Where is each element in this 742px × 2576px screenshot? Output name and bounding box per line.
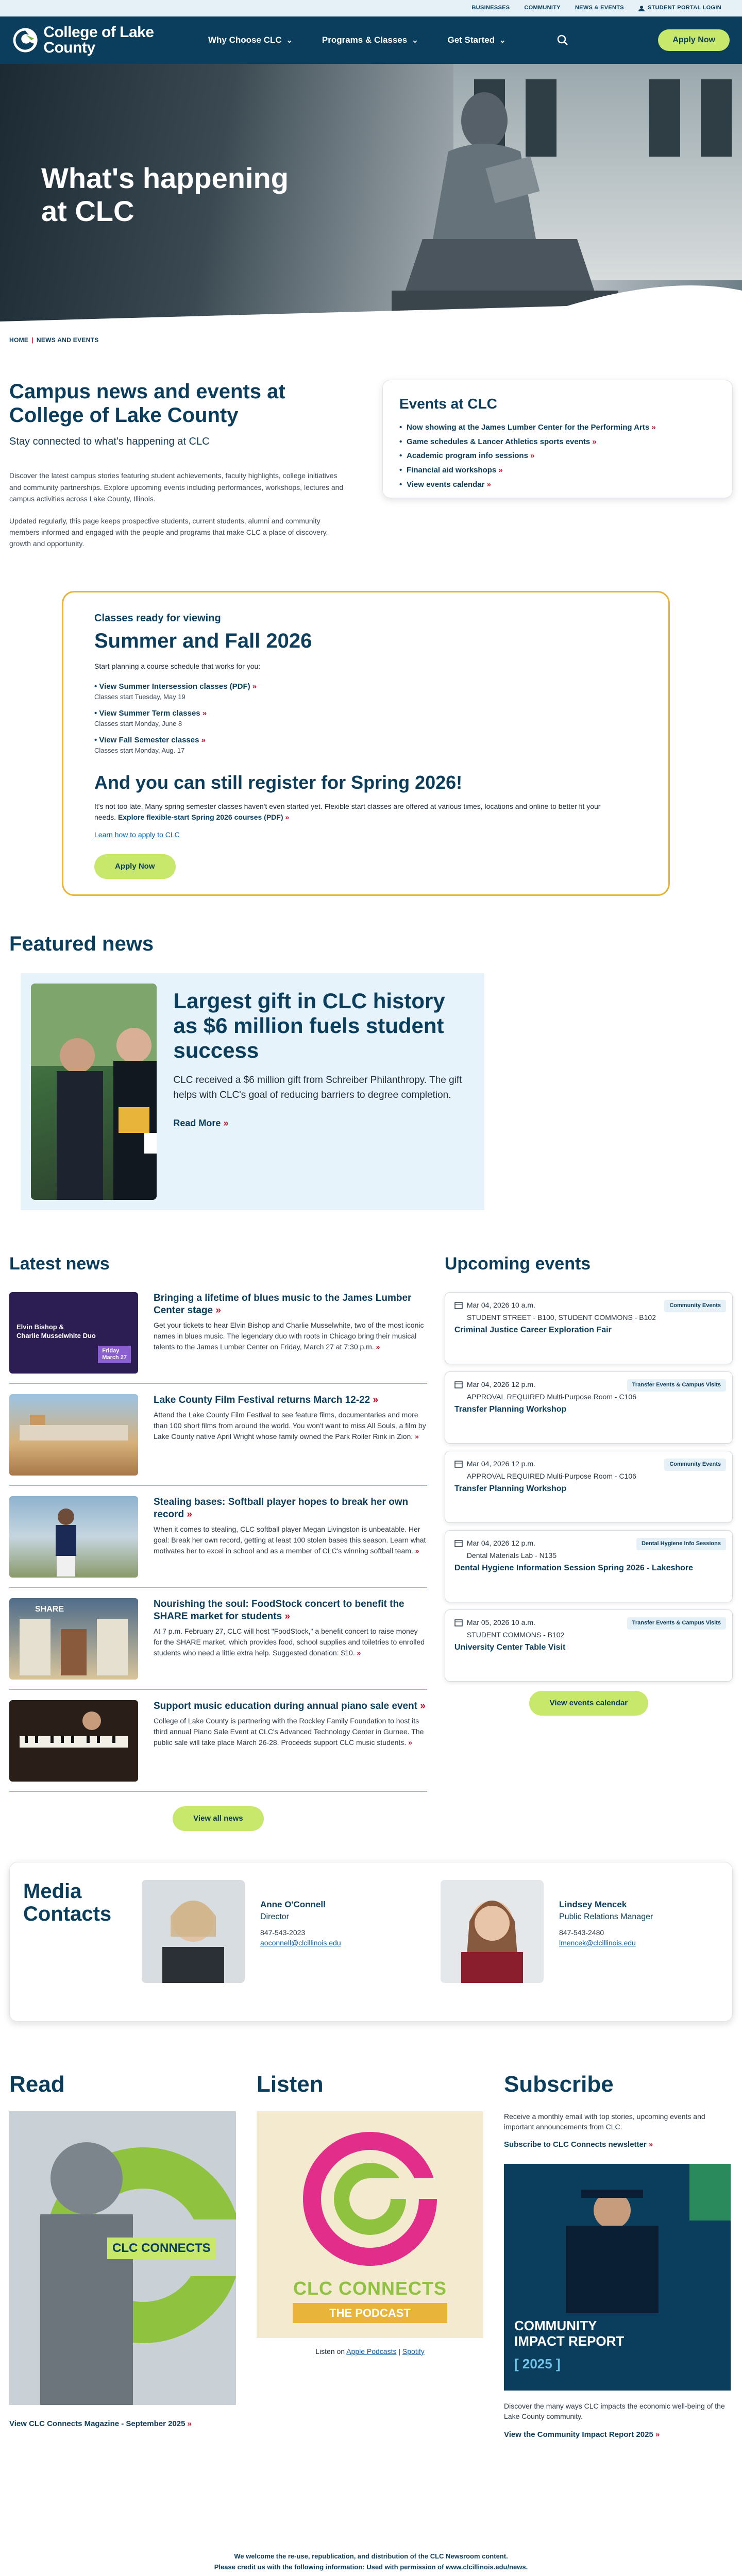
- impact-report-link[interactable]: [504, 2429, 731, 2441]
- film-festival-photo: [9, 1394, 138, 1476]
- featured-news-card: [21, 973, 484, 1210]
- newsletter-link[interactable]: [504, 2139, 731, 2150]
- magazine-link[interactable]: [9, 2418, 236, 2430]
- nav-label: Get Started: [447, 35, 495, 45]
- news-title-text: Bringing a lifetime of blues music to the James Lumber Center stage: [154, 1293, 412, 1316]
- newsletter-link-label: Subscribe to CLC Connects newsletter: [504, 2140, 647, 2149]
- featured-news-image[interactable]: [31, 984, 157, 1200]
- event-card: [445, 1609, 733, 1682]
- utility-link-community[interactable]: COMMUNITY: [524, 5, 561, 11]
- chevron-right-icon: »: [202, 709, 207, 718]
- featured-news-heading: Featured news: [9, 932, 154, 955]
- chevron-right-icon: »: [408, 1738, 412, 1747]
- news-title[interactable]: [154, 1700, 427, 1713]
- event-date: Mar 04, 2026 10 a.m.: [466, 1301, 535, 1310]
- class-term-note: Classes start Monday, June 8: [94, 720, 182, 728]
- chevron-right-icon: »: [223, 1117, 229, 1128]
- thumb-text: SHARE: [35, 1605, 64, 1614]
- impact-report-body: Discover the many ways CLC impacts the economic well-being of the Lake County community.: [504, 2401, 725, 2421]
- listen-heading: Listen: [257, 2071, 324, 2097]
- class-term-row: [94, 734, 639, 756]
- student-portal-link[interactable]: [638, 4, 721, 12]
- events-link[interactable]: [399, 479, 716, 490]
- class-term-row: [94, 707, 639, 729]
- clc-logo[interactable]: [12, 25, 188, 56]
- chevron-right-icon: »: [201, 736, 206, 745]
- events-link-label: View events calendar: [407, 480, 485, 489]
- contact-role: Public Relations Manager: [559, 1912, 653, 1922]
- upcoming-events-heading: Upcoming events: [444, 1253, 591, 1274]
- intro-section: [0, 359, 742, 560]
- class-term-link[interactable]: • View Summer Term classes »: [94, 709, 207, 718]
- chevron-right-icon: »: [530, 451, 535, 461]
- latest-news-heading: Latest news: [9, 1253, 110, 1274]
- news-summary: [154, 1626, 427, 1658]
- chevron-right-icon: »: [655, 2430, 660, 2439]
- spring-title: And you can still register for Spring 2026!: [94, 772, 463, 793]
- clc-logo-icon: [12, 25, 38, 55]
- event-card: [445, 1530, 733, 1602]
- class-term-row: [94, 681, 639, 702]
- reuse-disclaimer: [0, 2551, 742, 2573]
- piano-photo: [9, 1700, 138, 1782]
- spring-note: [94, 801, 620, 822]
- news-item: [9, 1598, 427, 1690]
- media-contacts-title: Media Contacts: [23, 1879, 112, 1925]
- utility-bar: [0, 0, 742, 16]
- contact-photo: [142, 1880, 245, 1983]
- media-contact: [441, 1880, 719, 2004]
- class-term-label: View Summer Term classes: [99, 709, 200, 718]
- class-term-note: Classes start Monday, Aug. 17: [94, 747, 185, 755]
- search-button[interactable]: [552, 30, 573, 50]
- news-thumbnail[interactable]: [9, 1292, 138, 1374]
- news-title-text: Nourishing the soul: FoodStock concert to benefit the SHARE market for students: [154, 1599, 404, 1622]
- nav-programs[interactable]: [322, 34, 419, 47]
- thumb-text: March 27: [102, 1354, 127, 1361]
- person-photo: [142, 1880, 245, 1983]
- news-title-text: Lake County Film Festival returns March 12-22: [154, 1395, 370, 1406]
- media-contact: [142, 1880, 420, 2004]
- latest-news: [9, 1251, 427, 1831]
- news-events-section: [0, 1251, 742, 1831]
- chevron-right-icon: »: [420, 1701, 426, 1712]
- nav-menu: [208, 34, 506, 47]
- events-link[interactable]: [399, 422, 716, 433]
- listen-on-label: Listen on: [315, 2347, 345, 2355]
- contact-role: Director: [260, 1912, 290, 1922]
- podcast-cover[interactable]: [257, 2111, 483, 2338]
- nav-why-choose[interactable]: [208, 34, 293, 47]
- chevron-right-icon: »: [187, 2419, 192, 2428]
- media-contacts-card: [9, 1862, 733, 2022]
- impact-report-year: [ 2025 ]: [514, 2355, 561, 2371]
- magazine-title: CLC CONNECTS: [107, 2238, 216, 2260]
- view-events-calendar-button[interactable]: View events calendar: [529, 1691, 648, 1716]
- search-icon: [557, 35, 568, 46]
- chevron-right-icon: »: [373, 1395, 379, 1406]
- class-term-label: View Summer Intersession classes (PDF): [99, 682, 250, 691]
- event-location: Dental Materials Lab - N135: [466, 1551, 557, 1560]
- disclaimer-line: We welcome the re-use, republication, and distribution of the CLC Newsroom content.: [234, 2552, 508, 2561]
- class-term-note: Classes start Tuesday, May 19: [94, 693, 185, 701]
- calendar-icon: [454, 1618, 463, 1626]
- breadcrumb-current: NEWS AND EVENTS: [36, 336, 99, 344]
- read-more-label: Read More: [173, 1117, 221, 1128]
- events-card-title: Events at CLC: [399, 396, 497, 412]
- event-date: Mar 04, 2026 12 p.m.: [466, 1380, 535, 1389]
- event-title[interactable]: Transfer Planning Workshop: [454, 1484, 567, 1493]
- news-title-text: Support music education during annual piano sale event: [154, 1701, 418, 1712]
- listen-column: [257, 2068, 483, 2453]
- chevron-down-icon: ⌄: [285, 35, 293, 45]
- softball-photo: [9, 1496, 138, 1578]
- chevron-right-icon: »: [252, 682, 257, 691]
- news-title[interactable]: [154, 1292, 427, 1317]
- read-more-link[interactable]: [173, 1118, 228, 1128]
- event-card: [445, 1371, 733, 1444]
- event-category-tag: Community Events: [664, 1300, 726, 1312]
- chevron-right-icon: »: [415, 1546, 419, 1555]
- view-all-news-button[interactable]: View all news: [173, 1806, 263, 1831]
- apple-podcasts-link[interactable]: Apple Podcasts: [346, 2347, 397, 2355]
- news-thumbnail[interactable]: [9, 1394, 138, 1476]
- chevron-right-icon: »: [592, 437, 597, 446]
- news-item: [9, 1394, 427, 1486]
- logo-text: College of Lake County: [43, 24, 154, 56]
- event-card: [445, 1292, 733, 1364]
- chevron-right-icon: »: [651, 422, 656, 432]
- hero-title: What's happening at CLC: [41, 162, 289, 228]
- contact-phone[interactable]: 847-543-2023: [260, 1928, 306, 1937]
- hero-curve: [0, 275, 742, 321]
- classes-apply-button[interactable]: Apply Now: [94, 854, 176, 879]
- page-title: Campus news and events at College of Lake County: [9, 380, 285, 427]
- events-link[interactable]: [399, 436, 716, 448]
- chevron-right-icon: »: [486, 480, 491, 489]
- disclaimer-line: Please credit us with the following information: Used with permission of www.clcillinois.edu/news.: [214, 2563, 528, 2571]
- news-summary-text: Attend the Lake County Film Festival to see feature films, documentaries and more than 100 short films from around the world. You won't want to miss All Souls, a film by Lake County native April Wright whose family owned the Park Roller Rink in Zion.: [154, 1410, 426, 1440]
- calendar-icon: [454, 1539, 463, 1547]
- spring-note-text: It's not too late. Many spring semester classes haven't even started yet. Flexible start classes are offered at various times, locations and online to better fit your needs.: [94, 802, 601, 821]
- events-link[interactable]: [399, 465, 716, 476]
- contact-phone[interactable]: 847-543-2480: [559, 1928, 604, 1937]
- thumb-text: Charlie Musselwhite Duo: [16, 1331, 96, 1340]
- class-term-label: View Fall Semester classes: [99, 736, 199, 745]
- event-title[interactable]: Criminal Justice Career Exploration Fair: [454, 1325, 612, 1334]
- page-lead: Stay connected to what's happening at CLC: [9, 436, 210, 448]
- event-location: STUDENT STREET - B100, STUDENT COMMONS - B102: [466, 1313, 656, 1322]
- event-date: Mar 05, 2026 10 a.m.: [466, 1618, 535, 1627]
- chevron-right-icon: »: [648, 2140, 653, 2149]
- news-summary: [154, 1320, 427, 1352]
- chevron-right-icon: »: [187, 1509, 192, 1520]
- impact-report-cover[interactable]: [504, 2164, 731, 2391]
- impact-report-title: COMMUNITY IMPACT REPORT: [514, 2317, 625, 2349]
- calendar-icon: [454, 1301, 463, 1309]
- podcast-title: CLC CONNECTS: [293, 2277, 447, 2299]
- breadcrumb-home[interactable]: HOME: [9, 336, 29, 344]
- magazine-cover[interactable]: [9, 2111, 236, 2405]
- spring-flex-link[interactable]: [118, 813, 289, 821]
- events-link-label: Game schedules & Lancer Athletics sports events: [407, 437, 591, 446]
- event-date: Mar 04, 2026 12 p.m.: [466, 1539, 535, 1548]
- news-title[interactable]: [154, 1496, 427, 1521]
- chevron-right-icon: »: [284, 1611, 291, 1622]
- contact-name: Anne O'Connell: [260, 1899, 326, 1909]
- breadcrumb: [0, 321, 742, 359]
- classes-sub: Start planning a course schedule that works for you:: [94, 662, 261, 670]
- chevron-right-icon: »: [376, 1342, 380, 1351]
- impact-report-link-label: View the Community Impact Report 2025: [504, 2430, 653, 2439]
- news-summary: [154, 1716, 427, 1748]
- spring-flex-label: Explore flexible-start Spring 2026 courses (PDF): [117, 812, 283, 821]
- subscribe-heading: Subscribe: [504, 2071, 614, 2097]
- chevron-right-icon: »: [285, 812, 290, 821]
- news-summary: [154, 1410, 427, 1442]
- chevron-down-icon: ⌄: [411, 35, 419, 45]
- event-category-tag: Transfer Events & Campus Visits: [627, 1617, 726, 1630]
- events-card: [382, 380, 733, 498]
- classes-title: Summer and Fall 2026: [94, 629, 312, 652]
- upcoming-events: [445, 1251, 733, 1831]
- person-photo: [441, 1880, 544, 1983]
- class-term-link[interactable]: • View Summer Intersession classes (PDF) »: [94, 682, 257, 691]
- featured-news-title[interactable]: Largest gift in CLC history as $6 million fuels student success: [173, 988, 445, 1063]
- news-thumbnail[interactable]: [9, 1700, 138, 1782]
- chevron-down-icon: ⌄: [499, 35, 507, 45]
- intro-paragraph: Updated regularly, this page keeps prospective students, current students, alumni and community members informed and engaged with the people and programs that make CLC a place of discovery, growth and opportunity.: [9, 516, 328, 548]
- contact-email[interactable]: lmencek@clcillinois.edu: [559, 1938, 636, 1947]
- share-market-photo: [9, 1598, 138, 1680]
- event-card: [445, 1451, 733, 1523]
- event-category-tag: Community Events: [664, 1459, 726, 1471]
- podcast-subtitle: THE PODCAST: [293, 2303, 447, 2324]
- read-column: [9, 2068, 236, 2453]
- news-item: [9, 1700, 427, 1792]
- chevron-right-icon: »: [215, 1304, 221, 1316]
- event-category-tag: Transfer Events & Campus Visits: [627, 1379, 726, 1392]
- contact-photo: [441, 1880, 544, 1983]
- calendar-icon: [454, 1460, 463, 1468]
- magazine-link-label: View CLC Connects Magazine - September 2025: [9, 2419, 185, 2428]
- podcast-links: Listen on Apple Podcasts | Spotify: [315, 2347, 425, 2355]
- news-summary-text: Get your tickets to hear Elvin Bishop and Charlie Musselwhite, two of the most iconic names in blues music. The legendary duo with roots in Chicago bring their musical talents to the James Lumber Center on Friday, March 27 at 7:30 p.m.: [154, 1320, 424, 1351]
- event-location: APPROVAL REQUIRED Multi-Purpose Room - C106: [466, 1393, 636, 1401]
- breadcrumb-separator: |: [31, 336, 33, 344]
- news-thumbnail[interactable]: [9, 1496, 138, 1578]
- calendar-icon: [454, 1380, 463, 1388]
- event-category-tag: Dental Hygiene Info Sessions: [636, 1538, 726, 1550]
- events-link-label: Financial aid workshops: [407, 466, 497, 475]
- subscribe-column: [504, 2068, 731, 2453]
- classes-kicker: Classes ready for viewing: [94, 612, 221, 624]
- hero-banner: [0, 64, 742, 321]
- event-title[interactable]: University Center Table Visit: [454, 1642, 566, 1652]
- chevron-right-icon: »: [357, 1648, 361, 1657]
- nav-label: Why Choose CLC: [208, 35, 282, 45]
- event-title[interactable]: Transfer Planning Workshop: [454, 1404, 567, 1414]
- news-summary-text: When it comes to stealing, CLC softball player Megan Livingston is unbeatable. Her goal: Break her own record, getting at least 100 stolen bases this season. Learn what motivates her to excel in school and as a member of CLC's winning softball team.: [154, 1524, 426, 1555]
- utility-link-businesses[interactable]: BUSINESSES: [471, 5, 510, 11]
- main-nav: [0, 16, 742, 64]
- news-title[interactable]: [154, 1598, 427, 1623]
- event-location: APPROVAL REQUIRED Multi-Purpose Room - C106: [466, 1472, 636, 1481]
- news-summary-text: At 7 p.m. February 27, CLC will host "FoodStock," a benefit concert to raise money for the SHARE market, which provides food, school supplies and toiletries to enrolled students who need a little extra help. Suggested donation: $10.: [154, 1626, 425, 1657]
- news-summary: [154, 1524, 427, 1556]
- contact-email[interactable]: aoconnell@clcillinois.edu: [260, 1938, 341, 1947]
- contact-name: Lindsey Mencek: [559, 1899, 627, 1909]
- subscribe-body: Receive a monthly email with top stories, upcoming events and important announcements from CLC.: [504, 2112, 705, 2131]
- events-link-label: Now showing at the James Lumber Center for the Performing Arts: [407, 422, 650, 432]
- intro-paragraph: Discover the latest campus stories featuring student achievements, faculty highlights, college initiatives and community partnerships. Explore upcoming events including performances, workshops, lectures and campus activities across Lake County, Illinois.: [9, 471, 344, 503]
- events-link-label: Academic program info sessions: [407, 451, 528, 461]
- news-title[interactable]: [154, 1394, 427, 1406]
- read-heading: Read: [9, 2071, 65, 2097]
- class-term-link[interactable]: • View Fall Semester classes »: [94, 736, 206, 745]
- apply-now-button[interactable]: Apply Now: [658, 29, 730, 51]
- classes-ready-box: [62, 591, 670, 896]
- learn-apply-link[interactable]: Learn how to apply to CLC: [94, 830, 180, 839]
- chevron-right-icon: »: [498, 466, 503, 475]
- events-link[interactable]: [399, 450, 716, 462]
- nav-label: Programs & Classes: [322, 35, 408, 45]
- spotify-link[interactable]: Spotify: [402, 2347, 425, 2355]
- event-date: Mar 04, 2026 12 p.m.: [466, 1460, 535, 1468]
- read-listen-subscribe: [0, 2068, 742, 2453]
- nav-get-started[interactable]: [447, 34, 506, 47]
- news-title-text: Stealing bases: Softball player hopes to break her own record: [154, 1497, 409, 1520]
- user-icon: [638, 5, 645, 11]
- news-item: [9, 1496, 427, 1588]
- thumb-text: Friday: [102, 1347, 120, 1354]
- event-location: STUDENT COMMONS - B102: [466, 1631, 565, 1639]
- graduates-photo: [31, 984, 157, 1200]
- student-portal-label: STUDENT PORTAL LOGIN: [647, 5, 721, 11]
- chevron-right-icon: »: [415, 1432, 419, 1440]
- news-thumbnail[interactable]: [9, 1598, 138, 1680]
- utility-link-news-events[interactable]: NEWS & EVENTS: [575, 5, 624, 11]
- featured-news-body: CLC received a $6 million gift from Schreiber Philanthropy. The gift helps with CLC's goal of reducing barriers to degree completion.: [173, 1074, 462, 1101]
- event-title[interactable]: Dental Hygiene Information Session Spring 2026 - Lakeshore: [454, 1563, 694, 1572]
- thumb-text: Elvin Bishop &: [16, 1323, 64, 1331]
- news-item: [9, 1292, 427, 1384]
- news-summary-text: College of Lake County is partnering with the Rockley Family Foundation to host its third annual Piano Sale Event at CLC's Advanced Technology Center in Gurnee. The public sale will take place March 26-28. Proceeds support CLC music students.: [154, 1716, 424, 1747]
